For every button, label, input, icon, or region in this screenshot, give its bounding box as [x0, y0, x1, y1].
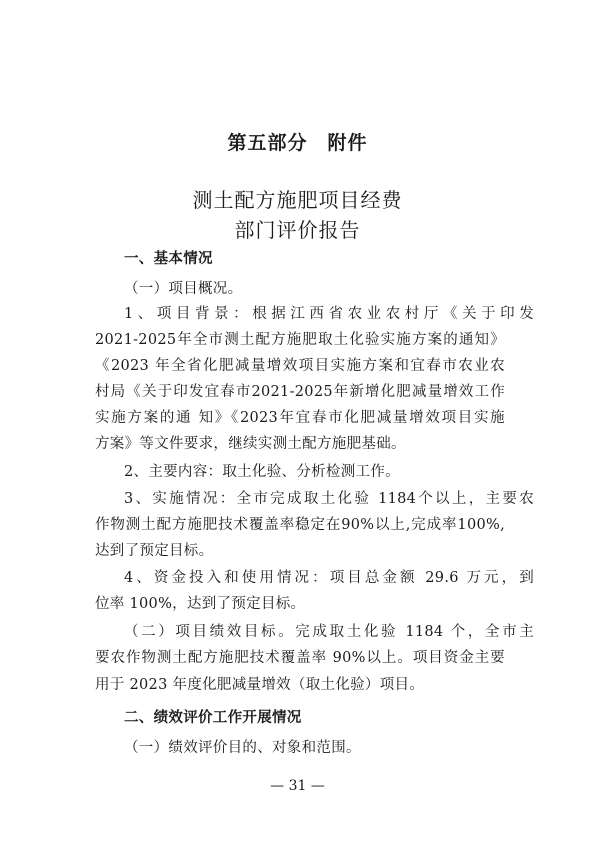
paragraph-line: 方案》等文件要求，继续实测土配方施肥基础。 — [95, 436, 406, 452]
part-title: 第五部分 附件 — [227, 132, 368, 154]
subheading-evaluation-purpose: （一）绩效评价目的、对象和范围。 — [124, 740, 361, 756]
paragraph-line: 用于 2023 年度化肥减量增效（取土化验）项目。 — [95, 677, 425, 693]
paragraph-line: 1、项目背景：根据江西省农业农村厅《关于印发 — [124, 306, 534, 322]
paragraph-line: 位率 100%，达到了预定目标。 — [95, 596, 306, 612]
section-heading-evaluation: 二、绩效评价工作开展情况 — [124, 710, 302, 726]
paragraph-line: 作物测土配方施肥技术覆盖率稳定在90%以上,完成率100%, — [95, 517, 505, 533]
paragraph-line: 2021-2025年全市测土配方施肥取土化验实施方案的通知》 — [95, 332, 505, 348]
paragraph-line: 村局《关于印发宜春市2021-2025年新增化肥减量增效工作 — [95, 384, 505, 400]
subheading-project-overview: （一）项目概况。 — [124, 281, 243, 297]
section-heading-basic-info: 一、基本情况 — [124, 251, 213, 267]
paragraph-line: 2、主要内容：取土化验、分析检测工作。 — [124, 464, 400, 480]
paragraph-line: 《2023 年全省化肥减量增效项目实施方案和宜春市农业农 — [95, 358, 505, 374]
paragraph-line: 要农作物测土配方施肥技术覆盖率 90%以上。项目资金主要 — [95, 650, 505, 666]
page-number: — 31 — — [270, 778, 325, 794]
report-title-line-2: 部门评价报告 — [234, 218, 361, 242]
paragraph-line: 达到了预定目标。 — [95, 543, 214, 559]
paragraph-line: （二）项目绩效目标。完成取土化验 1184 个，全市主 — [124, 624, 534, 640]
paragraph-line: 实施方案的通 知》《2023年宜春市化肥减量增效项目实施 — [95, 410, 505, 426]
report-title-line-1: 测土配方施肥项目经费 — [192, 188, 403, 212]
paragraph-line: 3、实施情况：全市完成取土化验 1184个以上，主要农 — [124, 491, 534, 507]
paragraph-line: 4、资金投入和使用情况：项目总金额 29.6 万元，到 — [124, 570, 534, 586]
